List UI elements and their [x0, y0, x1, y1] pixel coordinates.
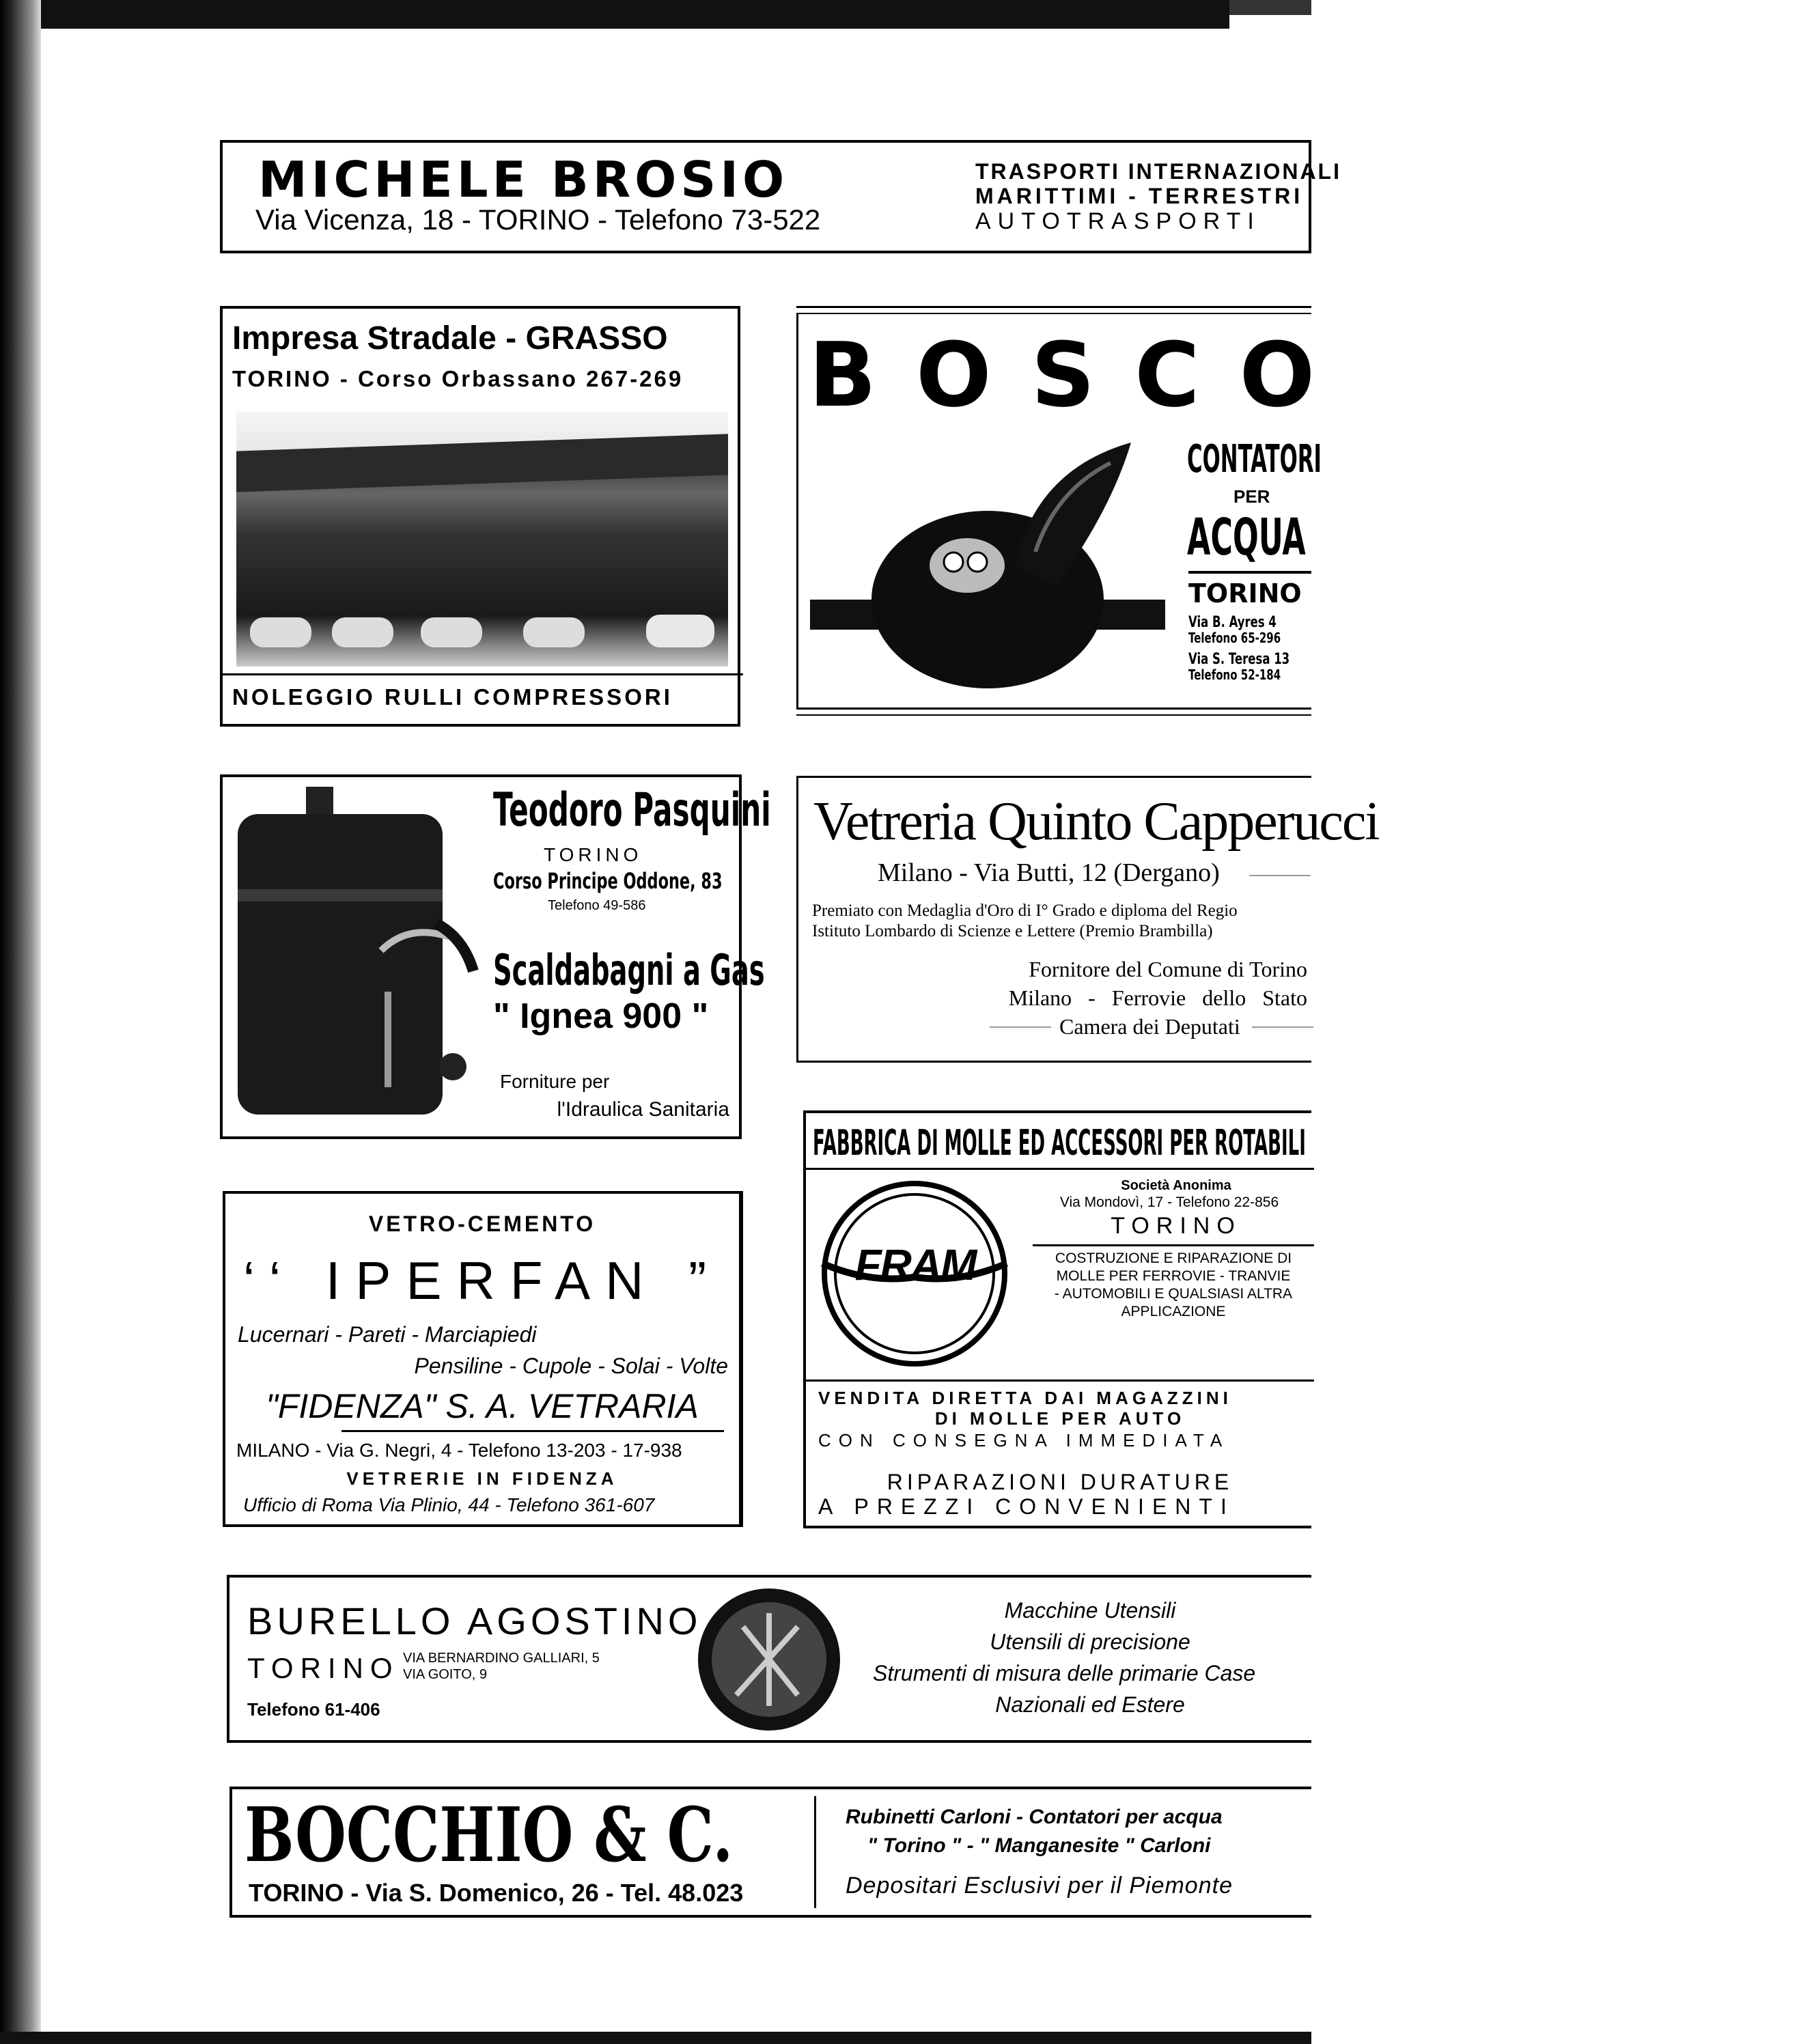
iperfan-products-2: Pensiline - Cupole - Solai - Volte — [414, 1354, 728, 1378]
capperucci-rule-1 — [1249, 875, 1311, 876]
pasquini-phone: Telefono 49-586 — [548, 898, 646, 913]
capperucci-name: Vetreria Quinto Capperucci — [813, 792, 1379, 852]
fram-desc-1: COSTRUZIONE E RIPARAZIONE DI — [1055, 1250, 1292, 1266]
capperucci-supplier-3: Camera dei Deputati — [1059, 1014, 1240, 1039]
bosco-bottom-rule — [796, 708, 1311, 710]
fram-title: FABBRICA DI MOLLE ED ACCESSORI PER ROTABILI — [813, 1123, 1306, 1164]
pasquini-name: Teodoro Pasquini — [493, 783, 771, 837]
fram-sale-3: CON CONSEGNA IMMEDIATA — [818, 1430, 1230, 1451]
bocchio-name: BOCCHIO & C. — [245, 1791, 734, 1879]
ad-fram — [803, 1110, 1311, 1528]
bosco-phone-2: Telefono 52-184 — [1188, 667, 1281, 683]
burello-phone: Telefono 61-406 — [247, 1699, 380, 1720]
bocchio-address: TORINO - Via S. Domenico, 26 - Tel. 48.023 — [249, 1879, 744, 1907]
shed-roof — [236, 434, 728, 492]
fram-desc-4: APPLICAZIONE — [1121, 1304, 1226, 1319]
meter-face — [930, 538, 1005, 593]
bosco-product-1: CONTATORI — [1187, 437, 1322, 481]
ad-iperfan — [223, 1191, 743, 1527]
page-left-binding — [0, 0, 41, 2044]
water-heater-image — [231, 787, 477, 1128]
iperfan-name: ‘‘ IPERFAN ” — [242, 1250, 722, 1311]
page-top-right-edge — [1229, 0, 1311, 15]
bosco-bottom-rule-2 — [796, 714, 1311, 716]
burello-address-2: VIA GOITO, 9 — [403, 1667, 488, 1682]
bosco-name: BOSCO — [809, 323, 1355, 427]
fram-company: Società Anonima — [1121, 1178, 1231, 1193]
road-roller-2 — [332, 617, 393, 647]
bocchio-divider — [814, 1796, 816, 1908]
burello-address-1: VIA BERNARDINO GALLIARI, 5 — [403, 1651, 600, 1666]
pasquini-supply-2: l'Idraulica Sanitaria — [557, 1098, 729, 1121]
capperucci-supplier-2: Milano - Ferrovie dello Stato — [1008, 985, 1307, 1010]
fram-desc-2: MOLLE PER FERROVIE - TRANVIE — [1056, 1268, 1291, 1284]
brosio-name: MICHELE BROSIO — [258, 151, 789, 208]
capperucci-award-1: Premiato con Medaglia d'Oro di I° Grado e diploma del Regio — [812, 901, 1238, 920]
road-roller-3 — [421, 617, 482, 647]
grasso-footer: NOLEGGIO RULLI COMPRESSORI — [232, 684, 673, 710]
pasquini-city: TORINO — [544, 844, 643, 865]
road-roller-1 — [250, 617, 311, 647]
ad-burello — [227, 1575, 1311, 1743]
fram-sale-2: DI MOLLE PER AUTO — [934, 1408, 1186, 1429]
water-meter-image — [810, 429, 1165, 688]
fram-desc-3: - AUTOMOBILI E QUALSIASI ALTRA — [1054, 1286, 1293, 1302]
meter-dial-2 — [968, 552, 987, 572]
heater-body — [238, 814, 443, 1115]
heater-knob — [439, 1053, 466, 1080]
burello-tools-3: Strumenti di misura delle primarie Case — [873, 1661, 1256, 1685]
heater-stripe — [238, 889, 443, 901]
fram-desc-rule — [1033, 1244, 1314, 1246]
fram-mid-rule — [806, 1380, 1314, 1382]
fram-address: Via Mondovì, 17 - Telefono 22-856 — [1059, 1194, 1279, 1210]
capperucci-rule-2 — [990, 1026, 1051, 1028]
bosco-product-3: ACQUA — [1187, 508, 1306, 567]
bosco-address-1: Via B. Ayres 4 — [1188, 614, 1277, 631]
iperfan-top: VETRO-CEMENTO — [368, 1212, 596, 1236]
iperfan-rule — [341, 1430, 724, 1432]
bosco-city: TORINO — [1188, 578, 1302, 608]
capperucci-address: Milano - Via Butti, 12 (Dergano) — [878, 858, 1220, 887]
grasso-photo — [236, 412, 728, 667]
iperfan-roma: Ufficio di Roma Via Plinio, 44 - Telefono 361-607 — [243, 1494, 655, 1515]
road-roller-4 — [523, 617, 585, 647]
ad-capperucci — [796, 776, 1379, 1063]
burello-tools-2: Utensili di precisione — [990, 1629, 1190, 1654]
burello-tools-emblem — [695, 1586, 843, 1733]
pasquini-supply-1: Forniture per — [500, 1071, 610, 1092]
brosio-service-2: MARITTIMI - TERRESTRI — [975, 184, 1304, 208]
brosio-service-3: AUTOTRASPORTI — [975, 208, 1261, 234]
ad-grasso — [220, 306, 740, 727]
fram-logo-text: FRAM — [854, 1240, 976, 1289]
brosio-service-1: TRASPORTI INTERNAZIONALI — [975, 159, 1341, 184]
bosco-phone-1: Telefono 65-296 — [1188, 630, 1281, 646]
iperfan-products-1: Lucernari - Pareti - Marciapiedi — [238, 1322, 537, 1347]
road-roller-5 — [646, 615, 714, 647]
bocchio-product-2: " Torino " - " Manganesite " Carloni — [867, 1834, 1211, 1857]
ad-brosio — [220, 140, 1341, 253]
iperfan-company: "FIDENZA" S. A. VETRARIA — [266, 1387, 699, 1425]
bosco-address-2: Via S. Teresa 13 — [1188, 651, 1290, 668]
bosco-top-rule-2 — [796, 313, 1311, 314]
meter-pipe-right — [1097, 600, 1165, 630]
fram-title-rule — [806, 1168, 1314, 1170]
ad-pasquini — [220, 774, 771, 1139]
burello-name: BURELLO AGOSTINO — [247, 1599, 702, 1642]
fram-city: TORINO — [1111, 1213, 1242, 1239]
bocchio-product-3: Depositari Esclusivi per il Piemonte — [846, 1873, 1233, 1899]
burello-city: TORINO — [247, 1652, 400, 1684]
iperfan-milano: MILANO - Via G. Negri, 4 - Telefono 13-203 - 17-938 — [236, 1440, 682, 1461]
burello-tools-4: Nazionali ed Estere — [995, 1692, 1185, 1717]
grasso-divider — [223, 673, 743, 675]
grasso-title: Impresa Stradale - GRASSO — [232, 320, 668, 356]
capperucci-supplier-1: Fornitore del Comune di Torino — [1029, 957, 1307, 981]
capperucci-rule-3 — [1252, 1026, 1313, 1028]
iperfan-vetrerie: VETRERIE IN FIDENZA — [346, 1468, 618, 1489]
page-top-edge — [0, 0, 1229, 29]
fram-repair-2: A PREZZI CONVENIENTI — [818, 1494, 1235, 1519]
pasquini-model: " Ignea 900 " — [493, 996, 709, 1036]
brosio-address: Via Vicenza, 18 - TORINO - Telefono 73-522 — [255, 204, 821, 236]
bosco-underline — [1188, 571, 1311, 574]
page-bottom-edge — [0, 2032, 1311, 2044]
ad-bocchio — [229, 1787, 1311, 1918]
bosco-product-2: PER — [1233, 486, 1270, 507]
fram-repair-1: RIPARAZIONI DURATURE — [887, 1470, 1233, 1494]
burello-tools-1: Macchine Utensili — [1004, 1598, 1176, 1623]
grasso-address: TORINO - Corso Orbassano 267-269 — [232, 366, 684, 391]
meter-dial-1 — [944, 552, 963, 572]
ad-bosco — [796, 306, 1355, 723]
capperucci-award-2: Istituto Lombardo di Scienze e Lettere (Premio Brambilla) — [812, 922, 1213, 940]
pasquini-product: Scaldabagni a Gas — [493, 945, 765, 995]
bocchio-product-1: Rubinetti Carloni - Contatori per acqua — [846, 1806, 1223, 1828]
fram-sale-1: VENDITA DIRETTA DAI MAGAZZINI — [818, 1388, 1232, 1408]
bosco-top-rule — [796, 306, 1311, 308]
pasquini-address: Corso Principe Oddone, 83 — [493, 868, 723, 894]
bosco-left-rule — [796, 313, 798, 709]
